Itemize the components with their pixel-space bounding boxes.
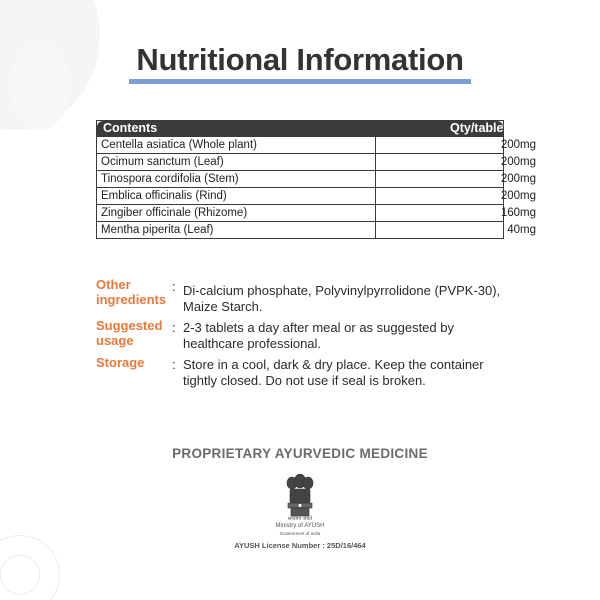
- table-row: [97, 221, 536, 238]
- ingredient-qty: 200mg: [500, 156, 536, 168]
- proprietary-label: PROPRIETARY AYURVEDIC MEDICINE: [172, 446, 428, 461]
- table-row: [97, 153, 536, 170]
- other-ingredients-value: Di-calcium phosphate, Polyvinylpyrrolidone (PVPK-30), Maize Starch.: [183, 283, 501, 314]
- table-row: [97, 204, 536, 221]
- storage-label: Storage: [96, 355, 145, 370]
- colon: :: [172, 357, 176, 372]
- ingredient-name: Ocimum sanctum (Leaf): [97, 154, 376, 170]
- storage-value: Store in a cool, dark & dry place. Keep the container tightly closed. Do not use if seal is broken.: [183, 357, 484, 388]
- suggested-usage-label: Suggested usage: [96, 318, 163, 348]
- table-row: [97, 187, 536, 204]
- national-emblem-icon: [283, 474, 317, 520]
- header-contents: Contents: [103, 121, 158, 135]
- suggested-usage-value: 2-3 tablets a day after meal or as suggested by healthcare professional.: [183, 320, 454, 351]
- title-underline: [129, 79, 471, 84]
- page-title: Nutritional Information: [136, 42, 464, 77]
- ministry-name: Ministry of AYUSH: [275, 523, 325, 529]
- table-row: [97, 136, 536, 153]
- emblem-motto: सत्यमेव जयते: [287, 516, 313, 522]
- government-name: Government of India: [279, 531, 321, 536]
- colon: :: [172, 279, 176, 294]
- ingredient-qty: 200mg: [500, 139, 536, 151]
- ingredient-name: Zingiber officinale (Rhizome): [97, 205, 376, 221]
- table-header: [97, 121, 508, 136]
- ingredient-qty: 200mg: [500, 173, 536, 185]
- ingredient-qty: 160mg: [500, 207, 536, 219]
- ingredient-qty: 200mg: [500, 190, 536, 202]
- other-ingredients-label: Other ingredients: [96, 277, 167, 307]
- ingredient-name: Centella asiatica (Whole plant): [97, 137, 376, 153]
- nutrition-table: [96, 120, 536, 239]
- table-row: [97, 170, 536, 187]
- background-swirl: [0, 555, 40, 595]
- header-qty: Qty/tablet: [450, 121, 508, 135]
- ingredient-name: Tinospora cordifolia (Stem): [97, 171, 376, 187]
- colon: :: [172, 320, 176, 335]
- ingredient-name: Emblica officinalis (Rind): [97, 188, 376, 204]
- ingredient-name: Mentha piperita (Leaf): [97, 222, 376, 238]
- ingredient-qty: 40mg: [507, 224, 536, 236]
- license-number: AYUSH License Number : 25D/16/464: [234, 541, 366, 550]
